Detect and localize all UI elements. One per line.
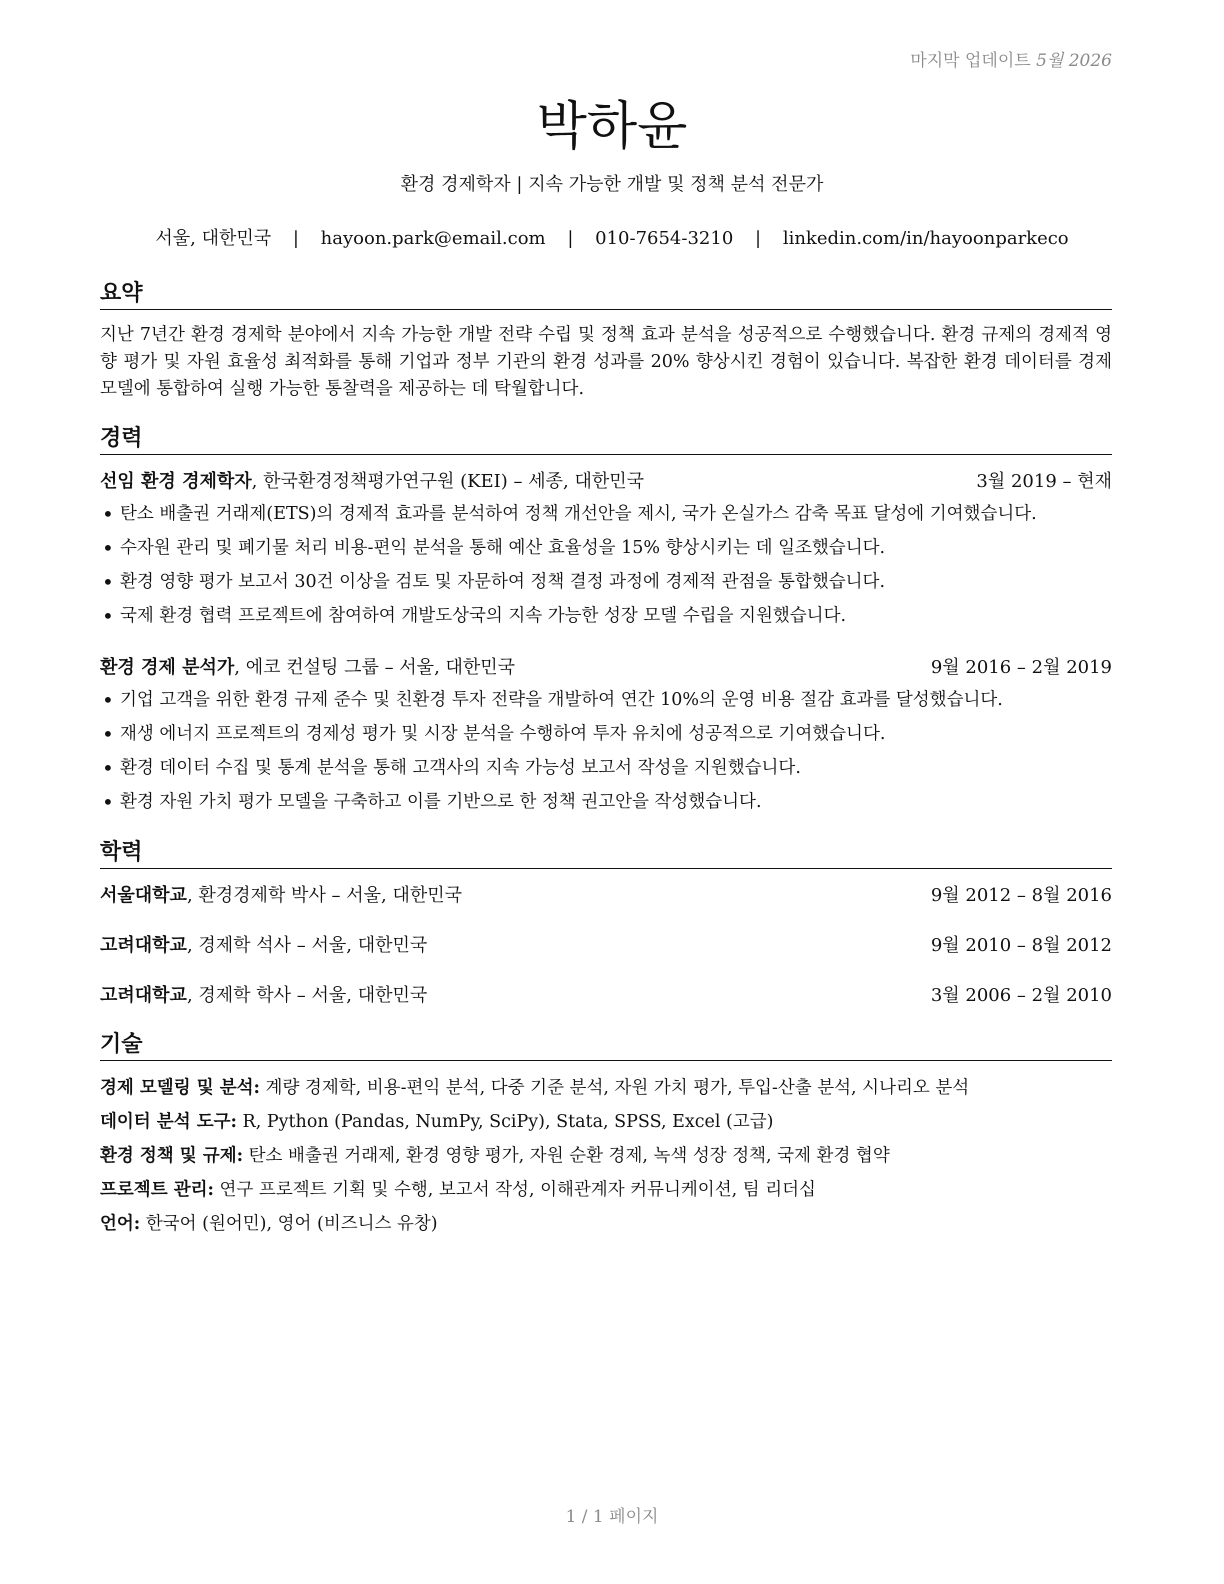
last-updated-year: 2026 [1068, 51, 1112, 71]
education-school: 서울대학교 [100, 885, 187, 906]
education-section [100, 835, 1112, 1011]
last-updated-label: 마지막 업데이트 [910, 51, 1031, 71]
job-role: 선임 환경 경제학자 [100, 471, 252, 492]
skill-line [100, 1105, 1112, 1139]
section-title-skills: 기술 [100, 1027, 1112, 1061]
experience-section [100, 421, 1112, 819]
skill-line [100, 1071, 1112, 1105]
section-title-experience: 경력 [100, 421, 1112, 455]
contact-separator: | [755, 228, 762, 249]
contact-email[interactable]: hayoon.park@email.com [320, 228, 546, 249]
job-bullet: • 기업 고객을 위한 환경 규제 준수 및 친환경 투자 전략을 개발하여 연간 10%의 운영 비용 절감 효과를 달성했습니다. [100, 683, 1112, 717]
job-bullet: • 환경 데이터 수집 및 통계 분석을 통해 고객사의 지속 가능성 보고서 작성을 지원했습니다. [100, 751, 1112, 785]
skill-value: 연구 프로젝트 기획 및 수행, 보고서 작성, 이해관계자 커뮤니케이션, 팀 리더십 [213, 1180, 816, 1200]
job-header [100, 467, 1112, 497]
job-bullet: • 국제 환경 협력 프로젝트에 참여하여 개발도상국의 지속 가능한 성장 모델 수립을 지원했습니다. [100, 599, 1112, 633]
skill-value: 탄소 배출권 거래제, 환경 영향 평가, 자원 순환 경제, 녹색 성장 정책, 국제 환경 협약 [243, 1146, 890, 1166]
summary-section [100, 276, 1112, 403]
job-header [100, 653, 1112, 683]
education-title-line [100, 931, 427, 961]
job-org: , 한국환경정책평가연구원 (KEI) – 세종, 대한민국 [251, 471, 645, 492]
section-title-education: 학력 [100, 835, 1112, 869]
skill-label: 프로젝트 관리: [100, 1180, 214, 1200]
job-bullet: • 탄소 배출권 거래제(ETS)의 경제적 효과를 분석하여 정책 개선안을 제시, 국가 온실가스 감축 목표 달성에 기여했습니다. [100, 497, 1112, 531]
contact-separator: | [567, 228, 574, 249]
skill-value: R, Python (Pandas, NumPy, SciPy), Stata, SPSS, Excel (고급) [236, 1112, 774, 1132]
job-dates: 9월 2016 – 2월 2019 [930, 657, 1112, 678]
education-dates: 3월 2006 – 2월 2010 [930, 985, 1112, 1006]
job-bullet: • 재생 에너지 프로젝트의 경제성 평가 및 시장 분석을 수행하여 투자 유치에 성공적으로 기여했습니다. [100, 717, 1112, 751]
skill-line [100, 1139, 1112, 1173]
last-updated-month: 5월 [1036, 51, 1064, 71]
skill-value: 계량 경제학, 비용-편익 분석, 다중 기준 분석, 자원 가치 평가, 투입-산출 분석, 시나리오 분석 [259, 1078, 970, 1098]
job-bullets [100, 683, 1112, 819]
job-bullet: • 환경 영향 평가 보고서 30건 이상을 검토 및 자문하여 정책 결정 과정에 경제적 관점을 통합했습니다. [100, 565, 1112, 599]
last-updated [910, 46, 1112, 71]
job-org: , 에코 컨설팅 그룹 – 서울, 대한민국 [234, 657, 516, 678]
resume-content [100, 276, 1112, 1241]
education-entry [100, 881, 1112, 911]
contact-line [0, 224, 1224, 250]
job-role: 환경 경제 분석가 [100, 657, 235, 678]
job-dates: 3월 2019 – 현재 [976, 471, 1112, 492]
contact-separator: | [292, 228, 299, 249]
education-entry [100, 981, 1112, 1011]
skill-label: 언어: [100, 1214, 141, 1234]
summary-text: 지난 7년간 환경 경제학 분야에서 지속 가능한 개발 전략 수립 및 정책 효과 분석을 성공적으로 수행했습니다. 환경 규제의 경제적 영향 평가 및 자원 효율성 최적화를 통해 기업과 정부 기관의 환경 성과를 20% 향상시킨 경험이 있습니다. 복잡한 환경 데이터를 경제 모델에 통합하여 실행 가능한 통찰력을 제공하는 데 탁월합니다. [100, 325, 1112, 399]
education-dates: 9월 2012 – 8월 2016 [930, 885, 1112, 906]
job-bullet: • 수자원 관리 및 폐기물 처리 비용-편익 분석을 통해 예산 효율성을 15% 향상시키는 데 일조했습니다. [100, 531, 1112, 565]
education-detail: , 경제학 석사 – 서울, 대한민국 [186, 935, 428, 956]
education-entry [100, 931, 1112, 961]
section-title-summary: 요약 [100, 276, 1112, 310]
skill-label: 경제 모델링 및 분석: [100, 1078, 260, 1098]
skill-line [100, 1173, 1112, 1207]
contact-linkedin[interactable]: linkedin.com/in/hayoonparkeco [782, 228, 1069, 249]
skills-section [100, 1027, 1112, 1241]
page-indicator: 1 / 1 페이지 [565, 1507, 659, 1527]
job-title-line [100, 467, 644, 497]
contact-phone: 010-7654-3210 [595, 228, 734, 249]
education-title-line [100, 981, 427, 1011]
job-bullet: • 환경 자원 가치 평가 모델을 구축하고 이를 기반으로 한 정책 권고안을 작성했습니다. [100, 785, 1112, 819]
job-entry [100, 467, 1112, 633]
contact-location: 서울, 대한민국 [155, 228, 272, 249]
skills-list [100, 1071, 1112, 1241]
education-detail: , 환경경제학 박사 – 서울, 대한민국 [186, 885, 463, 906]
job-bullets [100, 497, 1112, 633]
education-title-line [100, 881, 462, 911]
education-list [100, 881, 1112, 1011]
person-name: 박하윤 [536, 97, 688, 157]
education-school: 고려대학교 [100, 985, 187, 1006]
education-detail: , 경제학 학사 – 서울, 대한민국 [186, 985, 428, 1006]
skill-label: 환경 정책 및 규제: [100, 1146, 244, 1166]
skill-label: 데이터 분석 도구: [100, 1112, 237, 1132]
education-school: 고려대학교 [100, 935, 187, 956]
job-title-line [100, 653, 515, 683]
job-entry [100, 653, 1112, 819]
education-dates: 9월 2010 – 8월 2012 [930, 935, 1112, 956]
skill-line [100, 1207, 1112, 1241]
skill-value: 한국어 (원어민), 영어 (비즈니스 유창) [140, 1214, 438, 1234]
tagline: 환경 경제학자 | 지속 가능한 개발 및 정책 분석 전문가 [400, 174, 824, 195]
